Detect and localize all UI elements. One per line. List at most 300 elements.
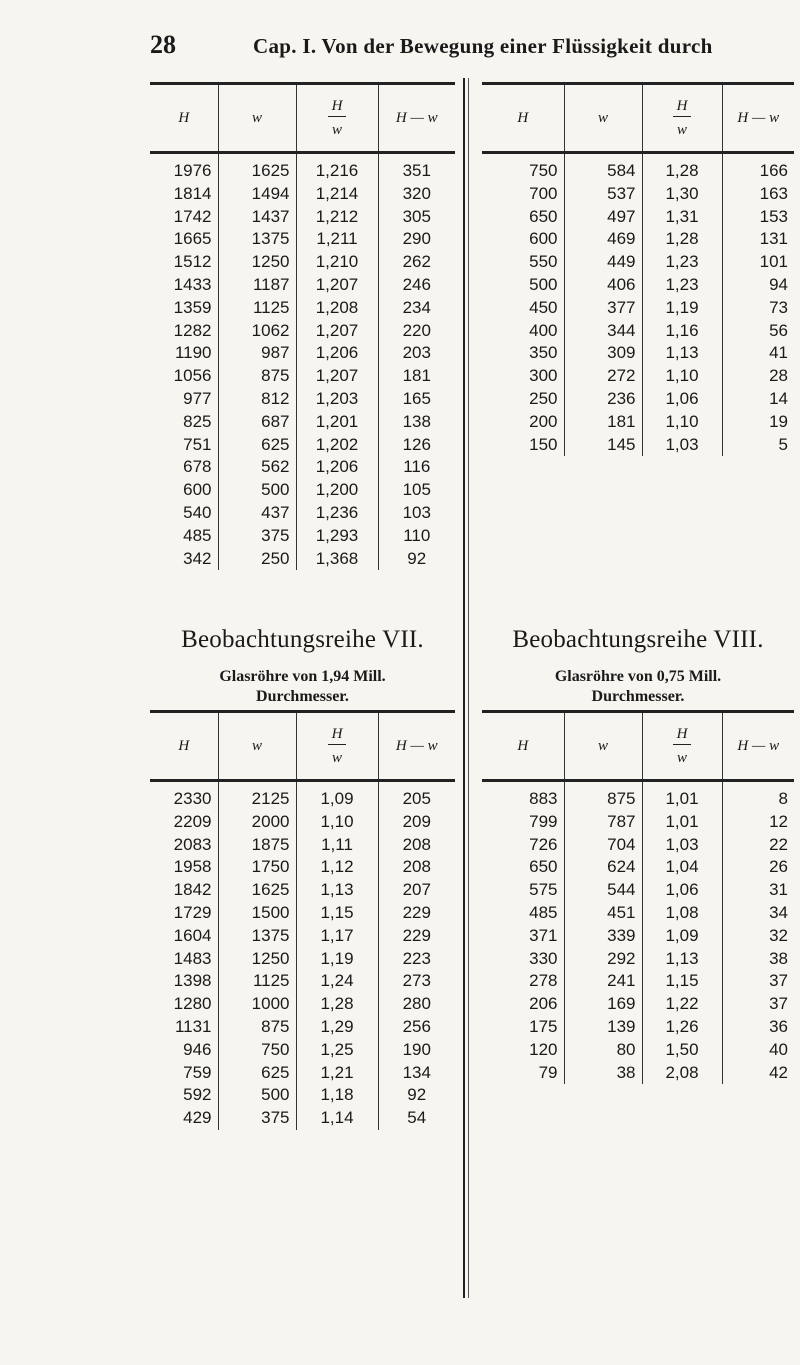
top-left-table-header [150, 84, 455, 153]
cell-difference: 205 [402, 789, 431, 808]
cell-ratio: 1,21 [296, 1062, 378, 1085]
table-row [150, 251, 455, 274]
cell-difference: 103 [402, 502, 431, 522]
cell-h: 977 [150, 388, 218, 411]
cell-difference: 110 [403, 525, 431, 545]
cell-ratio: 1,15 [642, 970, 722, 993]
cell-ratio: 1,207 [296, 320, 378, 343]
cell-ratio: 1,15 [296, 902, 378, 925]
cell-difference: 208 [402, 834, 431, 854]
cell-difference: 94 [769, 274, 788, 294]
cell-w: 272 [564, 365, 642, 388]
cell-w: 875 [218, 1016, 296, 1039]
column-header-difference: H — w [378, 84, 455, 153]
cell-h: 200 [482, 411, 564, 434]
cell-ratio: 1,206 [296, 456, 378, 479]
cell-w: 562 [218, 456, 296, 479]
cell-difference: 208 [402, 857, 431, 877]
cell-ratio: 1,216 [296, 153, 378, 183]
cell-h: 678 [150, 456, 218, 479]
cell-h: 485 [150, 525, 218, 548]
cell-w: 625 [218, 434, 296, 457]
table-row [150, 948, 455, 971]
series-vii-subtitle [150, 667, 455, 707]
page-header [150, 26, 750, 66]
cell-ratio: 1,12 [296, 856, 378, 879]
cell-w: 375 [218, 525, 296, 548]
cell-ratio: 1,19 [642, 297, 722, 320]
cell-difference: 56 [769, 320, 788, 340]
cell-h: 450 [482, 297, 564, 320]
table-row [150, 297, 455, 320]
ratio-fraction [328, 99, 347, 138]
cell-difference: 165 [402, 388, 431, 408]
cell-h: 700 [482, 183, 564, 206]
cell-difference: 42 [769, 1062, 788, 1082]
cell-w: 344 [564, 320, 642, 343]
cell-difference: 14 [769, 388, 788, 408]
table-row [150, 411, 455, 434]
table-row [482, 297, 794, 320]
table-row [150, 502, 455, 525]
cell-ratio: 1,04 [642, 856, 722, 879]
cell-w: 2000 [218, 811, 296, 834]
cell-ratio: 1,10 [642, 365, 722, 388]
table-row [482, 274, 794, 297]
cell-w: 544 [564, 879, 642, 902]
table-row [482, 948, 794, 971]
table-row [482, 902, 794, 925]
cell-difference: 92 [407, 548, 427, 568]
series-viii-title: Beobachtungsreihe VIII. [512, 626, 764, 653]
table-row [150, 342, 455, 365]
center-divider [463, 78, 465, 1298]
center-divider-inner [468, 78, 469, 1298]
cell-w: 377 [564, 297, 642, 320]
column-header-h: H [150, 84, 218, 153]
column-header-w: w [564, 712, 642, 781]
cell-ratio: 1,28 [296, 993, 378, 1016]
cell-difference: 246 [402, 274, 431, 294]
cell-w: 1625 [218, 879, 296, 902]
cell-ratio: 1,06 [642, 388, 722, 411]
cell-difference: 28 [769, 366, 788, 386]
cell-difference: 36 [769, 1016, 788, 1036]
cell-ratio: 1,293 [296, 525, 378, 548]
cell-ratio: 1,13 [642, 342, 722, 365]
cell-difference: 223 [402, 948, 431, 968]
ratio-denominator: w [331, 122, 342, 138]
table-row [482, 1039, 794, 1062]
series-viii-table-header [482, 712, 794, 781]
cell-w: 500 [218, 1084, 296, 1107]
cell-ratio: 1,26 [642, 1016, 722, 1039]
table-row [150, 1062, 455, 1085]
cell-ratio: 1,13 [642, 948, 722, 971]
cell-difference: 209 [402, 811, 431, 831]
cell-w: 309 [564, 342, 642, 365]
cell-w: 750 [218, 1039, 296, 1062]
cell-ratio: 1,368 [296, 548, 378, 571]
cell-w: 1375 [218, 925, 296, 948]
cell-difference: 54 [407, 1108, 427, 1128]
table-row [150, 1107, 455, 1130]
table-row [482, 388, 794, 411]
cell-h: 79 [482, 1062, 564, 1085]
table-row [150, 274, 455, 297]
cell-w: 339 [564, 925, 642, 948]
table-row [482, 365, 794, 388]
table-row [482, 183, 794, 206]
column-header-difference: H — w [722, 712, 794, 781]
cell-w: 2125 [218, 781, 296, 811]
cell-ratio: 1,17 [296, 925, 378, 948]
table-row [482, 925, 794, 948]
column-header-ratio [642, 712, 722, 781]
cell-w: 451 [564, 902, 642, 925]
cell-h: 206 [482, 993, 564, 1016]
table-row [482, 153, 794, 183]
cell-difference: 234 [402, 297, 431, 317]
series-vii-subtitle-line1: Glasröhre von 1,94 Mill. [219, 668, 386, 685]
top-left-table-block [150, 82, 455, 570]
cell-ratio: 1,200 [296, 479, 378, 502]
cell-h: 1282 [150, 320, 218, 343]
cell-w: 1500 [218, 902, 296, 925]
cell-difference: 41 [769, 343, 788, 363]
cell-ratio: 1,29 [296, 1016, 378, 1039]
series-vii-table-block [150, 710, 455, 1130]
cell-h: 1190 [150, 342, 218, 365]
ratio-fraction [673, 727, 692, 766]
cell-w: 292 [564, 948, 642, 971]
cell-h: 1842 [150, 879, 218, 902]
cell-difference: 5 [778, 434, 788, 454]
cell-w: 241 [564, 970, 642, 993]
cell-h: 300 [482, 365, 564, 388]
table-row [482, 411, 794, 434]
cell-difference: 73 [769, 297, 788, 317]
cell-ratio: 1,19 [296, 948, 378, 971]
cell-h: 1280 [150, 993, 218, 1016]
cell-w: 500 [218, 479, 296, 502]
cell-h: 1433 [150, 274, 218, 297]
cell-difference: 131 [759, 229, 788, 249]
cell-difference: 190 [402, 1039, 431, 1059]
series-vii-table-header [150, 712, 455, 781]
cell-h: 751 [150, 434, 218, 457]
cell-w: 181 [564, 411, 642, 434]
ratio-numerator: H [328, 99, 347, 117]
cell-h: 550 [482, 251, 564, 274]
cell-w: 787 [564, 811, 642, 834]
header-row [482, 84, 794, 153]
table-row [482, 206, 794, 229]
cell-h: 1512 [150, 251, 218, 274]
cell-ratio: 1,202 [296, 434, 378, 457]
table-row [482, 970, 794, 993]
cell-difference: 34 [769, 902, 788, 922]
cell-ratio: 1,206 [296, 342, 378, 365]
series-viii-table [482, 710, 794, 1084]
table-row [482, 993, 794, 1016]
cell-ratio: 1,18 [296, 1084, 378, 1107]
series-vii-table [150, 710, 455, 1130]
cell-ratio: 1,30 [642, 183, 722, 206]
series-vii-table-body [150, 781, 455, 1130]
table-row [150, 183, 455, 206]
cell-h: 1814 [150, 183, 218, 206]
cell-difference: 116 [403, 457, 431, 477]
cell-w: 1250 [218, 948, 296, 971]
cell-difference: 320 [402, 183, 431, 203]
cell-h: 540 [150, 502, 218, 525]
cell-difference: 126 [402, 434, 431, 454]
cell-h: 726 [482, 834, 564, 857]
cell-w: 38 [564, 1062, 642, 1085]
column-header-w: w [218, 712, 296, 781]
cell-w: 250 [218, 548, 296, 571]
cell-h: 371 [482, 925, 564, 948]
cell-w: 437 [218, 502, 296, 525]
cell-h: 1056 [150, 365, 218, 388]
running-title: Cap. I. Von der Bewegung einer Flüssigkeit durch [253, 34, 713, 58]
cell-h: 150 [482, 434, 564, 457]
table-row [150, 153, 455, 183]
table-row [150, 811, 455, 834]
cell-difference: 92 [407, 1085, 427, 1105]
cell-ratio: 2,08 [642, 1062, 722, 1085]
cell-h: 342 [150, 548, 218, 571]
cell-ratio: 1,11 [296, 834, 378, 857]
cell-ratio: 1,03 [642, 434, 722, 457]
cell-w: 1000 [218, 993, 296, 1016]
cell-h: 1604 [150, 925, 218, 948]
cell-difference: 229 [402, 902, 431, 922]
cell-ratio: 1,14 [296, 1107, 378, 1130]
top-right-table [482, 82, 794, 456]
cell-w: 1625 [218, 153, 296, 183]
cell-h: 650 [482, 856, 564, 879]
ratio-fraction [328, 727, 347, 766]
cell-w: 624 [564, 856, 642, 879]
table-row [482, 251, 794, 274]
cell-ratio: 1,210 [296, 251, 378, 274]
table-row [150, 320, 455, 343]
cell-w: 584 [564, 153, 642, 183]
table-row [150, 879, 455, 902]
cell-w: 1187 [218, 274, 296, 297]
cell-w: 1375 [218, 228, 296, 251]
cell-difference: 163 [759, 183, 788, 203]
cell-h: 175 [482, 1016, 564, 1039]
table-row [150, 902, 455, 925]
cell-difference: 290 [402, 229, 431, 249]
ratio-denominator: w [676, 750, 687, 766]
cell-difference: 31 [769, 880, 788, 900]
ratio-fraction [673, 99, 692, 138]
cell-ratio: 1,13 [296, 879, 378, 902]
top-left-table [150, 82, 455, 570]
cell-difference: 153 [759, 206, 788, 226]
cell-h: 825 [150, 411, 218, 434]
cell-w: 1125 [218, 297, 296, 320]
table-row [482, 879, 794, 902]
table-row [150, 856, 455, 879]
table-row [150, 1016, 455, 1039]
table-row [150, 993, 455, 1016]
cell-h: 759 [150, 1062, 218, 1085]
cell-h: 1976 [150, 153, 218, 183]
series-vii-title: Beobachtungsreihe VII. [181, 626, 424, 653]
table-row [482, 1062, 794, 1085]
cell-ratio: 1,24 [296, 970, 378, 993]
cell-w: 145 [564, 434, 642, 457]
table-row [482, 342, 794, 365]
cell-ratio: 1,207 [296, 274, 378, 297]
header-row [482, 712, 794, 781]
cell-h: 592 [150, 1084, 218, 1107]
cell-w: 987 [218, 342, 296, 365]
cell-ratio: 1,09 [642, 925, 722, 948]
table-row [150, 479, 455, 502]
cell-w: 375 [218, 1107, 296, 1130]
column-header-ratio [296, 712, 378, 781]
table-row [150, 834, 455, 857]
cell-w: 497 [564, 206, 642, 229]
cell-ratio: 1,203 [296, 388, 378, 411]
column-header-difference: H — w [378, 712, 455, 781]
ratio-denominator: w [331, 750, 342, 766]
cell-difference: 134 [402, 1062, 431, 1082]
table-row [150, 456, 455, 479]
top-left-table-body [150, 153, 455, 571]
cell-difference: 32 [769, 925, 788, 945]
cell-ratio: 1,25 [296, 1039, 378, 1062]
cell-w: 537 [564, 183, 642, 206]
cell-h: 2083 [150, 834, 218, 857]
cell-difference: 305 [402, 206, 431, 226]
column-header-w: w [564, 84, 642, 153]
series-viii-subtitle-line1: Glasröhre von 0,75 Mill. [554, 668, 722, 685]
cell-h: 1742 [150, 206, 218, 229]
cell-ratio: 1,23 [642, 251, 722, 274]
column-header-ratio [642, 84, 722, 153]
table-row [150, 548, 455, 571]
cell-h: 750 [482, 153, 564, 183]
cell-ratio: 1,23 [642, 274, 722, 297]
cell-ratio: 1,01 [642, 781, 722, 811]
cell-w: 875 [564, 781, 642, 811]
cell-h: 120 [482, 1039, 564, 1062]
series-viii-subtitle [482, 667, 794, 707]
table-row [150, 206, 455, 229]
cell-ratio: 1,09 [296, 781, 378, 811]
cell-h: 350 [482, 342, 564, 365]
series-vii-subtitle-line2: Durchmesser. [256, 688, 349, 705]
ratio-numerator: H [673, 99, 692, 117]
table-row [482, 228, 794, 251]
cell-h: 400 [482, 320, 564, 343]
cell-h: 1359 [150, 297, 218, 320]
cell-difference: 105 [402, 480, 431, 500]
ratio-numerator: H [673, 727, 692, 745]
cell-ratio: 1,28 [642, 153, 722, 183]
table-row [150, 781, 455, 811]
cell-w: 469 [564, 228, 642, 251]
ratio-denominator: w [676, 122, 687, 138]
cell-h: 946 [150, 1039, 218, 1062]
cell-w: 1875 [218, 834, 296, 857]
column-header-w: w [218, 84, 296, 153]
cell-difference: 262 [402, 252, 431, 272]
table-row [150, 228, 455, 251]
table-row [150, 388, 455, 411]
cell-h: 485 [482, 902, 564, 925]
cell-ratio: 1,01 [642, 811, 722, 834]
table-row [482, 856, 794, 879]
cell-h: 1665 [150, 228, 218, 251]
cell-difference: 37 [769, 971, 788, 991]
table-row [150, 970, 455, 993]
header-row [150, 84, 455, 153]
cell-ratio: 1,06 [642, 879, 722, 902]
cell-ratio: 1,211 [296, 228, 378, 251]
cell-h: 650 [482, 206, 564, 229]
cell-h: 429 [150, 1107, 218, 1130]
cell-w: 875 [218, 365, 296, 388]
cell-w: 139 [564, 1016, 642, 1039]
cell-ratio: 1,50 [642, 1039, 722, 1062]
header-row [150, 712, 455, 781]
cell-h: 278 [482, 970, 564, 993]
cell-h: 799 [482, 811, 564, 834]
cell-w: 406 [564, 274, 642, 297]
cell-difference: 280 [402, 994, 431, 1014]
cell-ratio: 1,22 [642, 993, 722, 1016]
top-right-table-block [482, 82, 794, 456]
cell-h: 575 [482, 879, 564, 902]
cell-ratio: 1,236 [296, 502, 378, 525]
cell-h: 500 [482, 274, 564, 297]
cell-ratio: 1,201 [296, 411, 378, 434]
cell-w: 687 [218, 411, 296, 434]
table-row [482, 811, 794, 834]
cell-difference: 273 [402, 971, 431, 991]
cell-h: 600 [482, 228, 564, 251]
column-header-h: H [482, 84, 564, 153]
cell-h: 600 [150, 479, 218, 502]
cell-w: 1125 [218, 970, 296, 993]
cell-ratio: 1,208 [296, 297, 378, 320]
table-row [482, 781, 794, 811]
cell-difference: 166 [759, 161, 788, 180]
cell-difference: 220 [402, 320, 431, 340]
table-row [150, 434, 455, 457]
series-viii-subtitle-line2: Durchmesser. [591, 688, 685, 705]
cell-h: 1398 [150, 970, 218, 993]
column-header-h: H [150, 712, 218, 781]
table-row [482, 434, 794, 457]
cell-w: 1062 [218, 320, 296, 343]
cell-w: 1437 [218, 206, 296, 229]
cell-difference: 351 [402, 161, 431, 180]
cell-h: 2330 [150, 781, 218, 811]
cell-difference: 203 [402, 343, 431, 363]
ratio-numerator: H [328, 727, 347, 745]
cell-difference: 8 [778, 789, 788, 808]
cell-h: 1958 [150, 856, 218, 879]
